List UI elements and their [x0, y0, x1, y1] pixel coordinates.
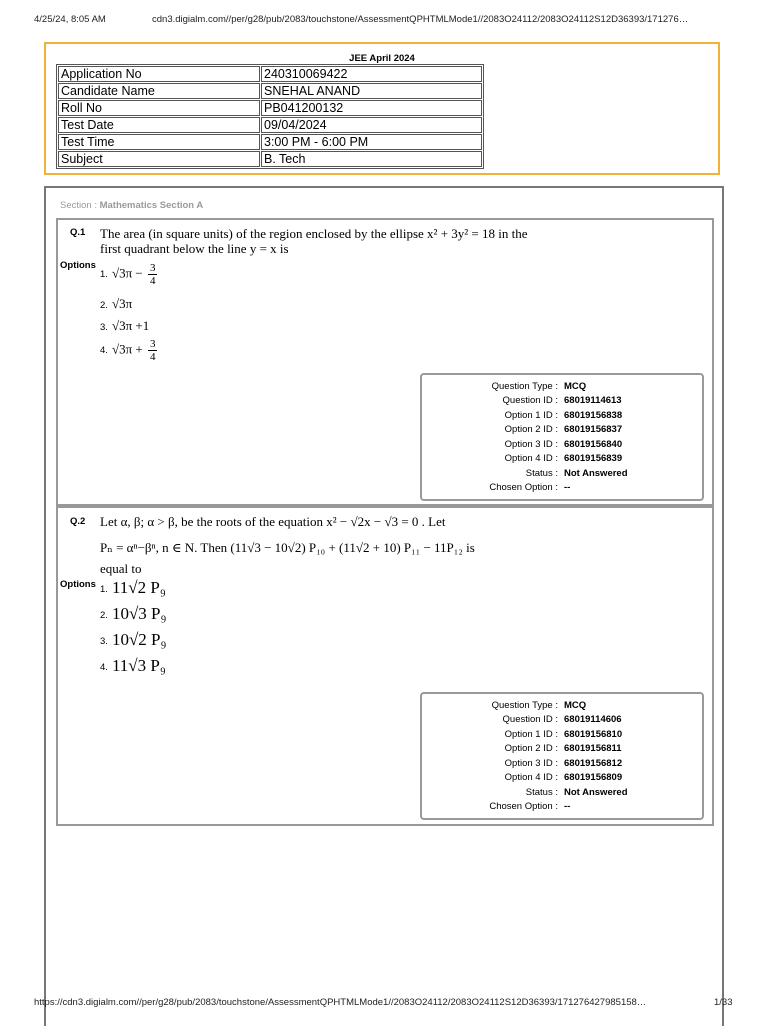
table-row	[58, 83, 482, 99]
meta-label: Option 1 ID :	[504, 729, 558, 740]
meta-label: Option 2 ID :	[504, 424, 558, 435]
candidate-value: 240310069422	[261, 66, 482, 82]
question-number: Q.1	[70, 227, 86, 238]
fraction	[148, 262, 158, 287]
meta-label: Question Type :	[491, 700, 558, 711]
meta-label: Status :	[525, 787, 558, 798]
meta-label: Chosen Option :	[489, 482, 558, 493]
option-text: 11√3 P₉	[111, 656, 166, 675]
option-text: 10√3 P₉	[111, 604, 167, 623]
meta-label: Option 2 ID :	[504, 743, 558, 754]
chosen-option-value: --	[564, 482, 571, 493]
fraction-numerator: 3	[149, 262, 156, 274]
chosen-option-value: --	[564, 801, 571, 812]
meta-value: 68019114606	[564, 714, 622, 725]
meta-label: Question ID :	[502, 714, 558, 725]
candidate-value: B. Tech	[261, 151, 482, 167]
status-value: Not Answered	[564, 787, 628, 798]
option-4	[100, 656, 166, 676]
option-number: 4.	[100, 661, 108, 673]
meta-value: 68019156809	[564, 772, 623, 783]
options-label: Options	[60, 260, 96, 271]
option-number: 2.	[100, 299, 108, 311]
table-row	[58, 100, 482, 116]
question-text-line: equal to	[100, 561, 142, 576]
meta-value: 68019156810	[564, 729, 623, 740]
option-text: √3π +	[111, 341, 143, 357]
meta-label: Option 3 ID :	[504, 758, 558, 769]
page-number: 1/33	[714, 997, 733, 1008]
question-text-line: first quadrant below the line y = x is	[100, 241, 289, 256]
meta-value: 68019156837	[564, 424, 623, 435]
fraction	[148, 338, 158, 363]
candidate-label: Test Date	[58, 117, 260, 133]
section-prefix: Section :	[60, 200, 97, 211]
option-3	[100, 318, 149, 334]
option-text: √3π −	[111, 265, 143, 281]
meta-label: Status :	[525, 468, 558, 479]
candidate-label: Test Time	[58, 134, 260, 150]
meta-label: Option 4 ID :	[504, 453, 558, 464]
question-text-line: Pₙ = αⁿ−βⁿ, n ∈ N. Then (11√3 − 10√2) P₁₀ + (11√2 + 10) P₁₁ − 11P₁₂ is	[100, 540, 475, 555]
option-number: 4.	[100, 345, 108, 356]
option-1	[100, 262, 157, 287]
option-3	[100, 630, 166, 650]
option-number: 1.	[100, 583, 108, 595]
candidate-label: Candidate Name	[58, 83, 260, 99]
option-number: 3.	[100, 321, 108, 333]
print-footer	[0, 990, 768, 1024]
candidate-value: 3:00 PM - 6:00 PM	[261, 134, 482, 150]
meta-label: Question ID :	[502, 395, 558, 406]
meta-value: 68019156839	[564, 453, 623, 464]
meta-label: Chosen Option :	[489, 801, 558, 812]
option-number: 3.	[100, 635, 108, 647]
meta-value: MCQ	[564, 700, 587, 711]
section-label	[60, 200, 203, 211]
question-meta-panel	[420, 692, 704, 820]
print-url[interactable]: cdn3.digialm.com//per/g28/pub/2083/touchstone/AssessmentQPHTMLMode1//2083O24112/2083O24112S12D36393/171276…	[152, 14, 689, 25]
question-number: Q.2	[70, 516, 86, 527]
question-paper	[44, 186, 724, 1026]
option-text: √3π +1	[111, 318, 150, 333]
meta-value: 68019156838	[564, 410, 623, 421]
meta-label: Option 4 ID :	[504, 772, 558, 783]
option-text: 11√2 P₉	[111, 578, 166, 597]
question-2	[56, 506, 714, 826]
table-row	[58, 117, 482, 133]
meta-label: Option 1 ID :	[504, 410, 558, 421]
candidate-label: Roll No	[58, 100, 260, 116]
candidate-value: SNEHAL ANAND	[261, 83, 482, 99]
question-text-line: The area (in square units) of the region enclosed by the ellipse x² + 3y² = 18 in the	[100, 226, 528, 241]
fraction-denominator: 4	[149, 351, 156, 363]
meta-value: 68019156812	[564, 758, 623, 769]
meta-label: Question Type :	[491, 381, 558, 392]
section-name: Mathematics Section A	[99, 200, 204, 211]
table-row	[58, 134, 482, 150]
candidate-label: Subject	[58, 151, 260, 167]
candidate-label: Application No	[58, 66, 260, 82]
option-text: 10√2 P₉	[111, 630, 167, 649]
candidate-value: PB041200132	[261, 100, 482, 116]
question-1	[56, 218, 714, 506]
footer-url[interactable]: https://cdn3.digialm.com//per/g28/pub/2083/touchstone/AssessmentQPHTMLMode1//2083O24112/2083O24112S12D36393/171276427985158…	[34, 997, 647, 1008]
option-text: √3π	[111, 296, 133, 311]
meta-value: 68019156811	[564, 743, 622, 754]
option-1	[100, 578, 166, 598]
meta-value: MCQ	[564, 381, 587, 392]
option-number: 2.	[100, 609, 108, 621]
exam-title: JEE April 2024	[349, 53, 415, 64]
meta-value: 68019156840	[564, 439, 623, 450]
candidate-value: 09/04/2024	[261, 117, 482, 133]
candidate-table	[56, 64, 484, 169]
fraction-denominator: 4	[149, 275, 156, 287]
meta-label: Option 3 ID :	[504, 439, 558, 450]
print-header	[0, 0, 768, 40]
meta-value: 68019114613	[564, 395, 622, 406]
fraction-numerator: 3	[149, 338, 156, 350]
option-2	[100, 604, 166, 624]
table-row	[58, 66, 482, 82]
print-datetime: 4/25/24, 8:05 AM	[34, 14, 106, 25]
status-value: Not Answered	[564, 468, 628, 479]
option-4	[100, 338, 157, 363]
candidate-info-box	[44, 42, 720, 175]
options-label: Options	[60, 579, 96, 590]
option-number: 1.	[100, 269, 108, 280]
table-row	[58, 151, 482, 167]
question-text-line: Let α, β; α > β, be the roots of the equation x² − √2x − √3 = 0 . Let	[100, 514, 446, 529]
question-meta-panel	[420, 373, 704, 501]
option-2	[100, 296, 132, 312]
